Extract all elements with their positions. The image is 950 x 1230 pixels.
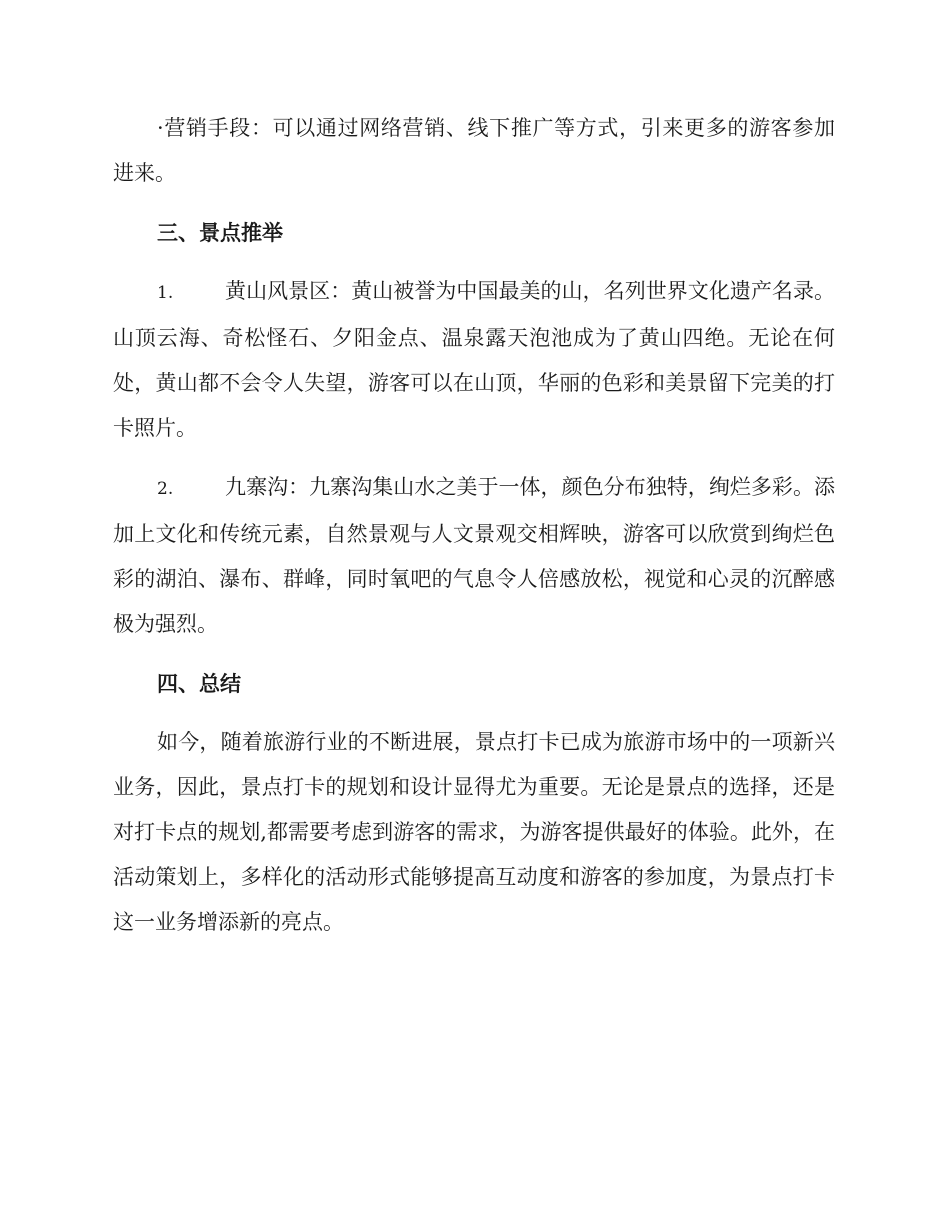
list-item-number: 2. bbox=[157, 479, 174, 499]
list-item-number: 1. bbox=[157, 283, 174, 303]
list-item-text: 黄山风景区：黄山被誉为中国最美的山，名列世界文化遗产名录。山顶云海、奇松怪石、夕阳金点、温泉露天泡池成为了黄山四绝。无论在何处，黄山都不会令人失望，游客可以在山顶，华丽的色彩和美景留下完美的打卡照片。 bbox=[113, 279, 835, 440]
document-body bbox=[113, 106, 835, 959]
summary-paragraph: 如今，随着旅游行业的不断进展，景点打卡已成为旅游市场中的一项新兴业务，因此，景点打卡的规划和设计显得尤为重要。无论是景点的选择，还是对打卡点的规划,都需要考虑到游客的需求，为游客提供最好的体验。此外，在活动策划上，多样化的活动形式能够提高互动度和游客的参加度，为景点打卡这一业务增添新的亮点。 bbox=[113, 730, 835, 934]
marketing-paragraph: ·营销手段：可以通过网络营销、线下推广等方式，引来更多的游客参加进来。 bbox=[113, 116, 835, 185]
section-heading-summary: 四、总结 bbox=[157, 671, 241, 696]
list-item bbox=[113, 269, 835, 451]
list-item-text: 九寨沟：九寨沟集山水之美于一体，颜色分布独特，绚烂多彩。添加上文化和传统元素，自然景观与人文景观交相辉映，游客可以欣赏到绚烂色彩的湖泊、瀑布、群峰，同时氧吧的气息令人倍感放松，视觉和心灵的沉醉感极为强烈。 bbox=[113, 475, 835, 636]
list-item bbox=[113, 465, 835, 647]
section-heading-recommendations: 三、景点推举 bbox=[157, 220, 283, 245]
